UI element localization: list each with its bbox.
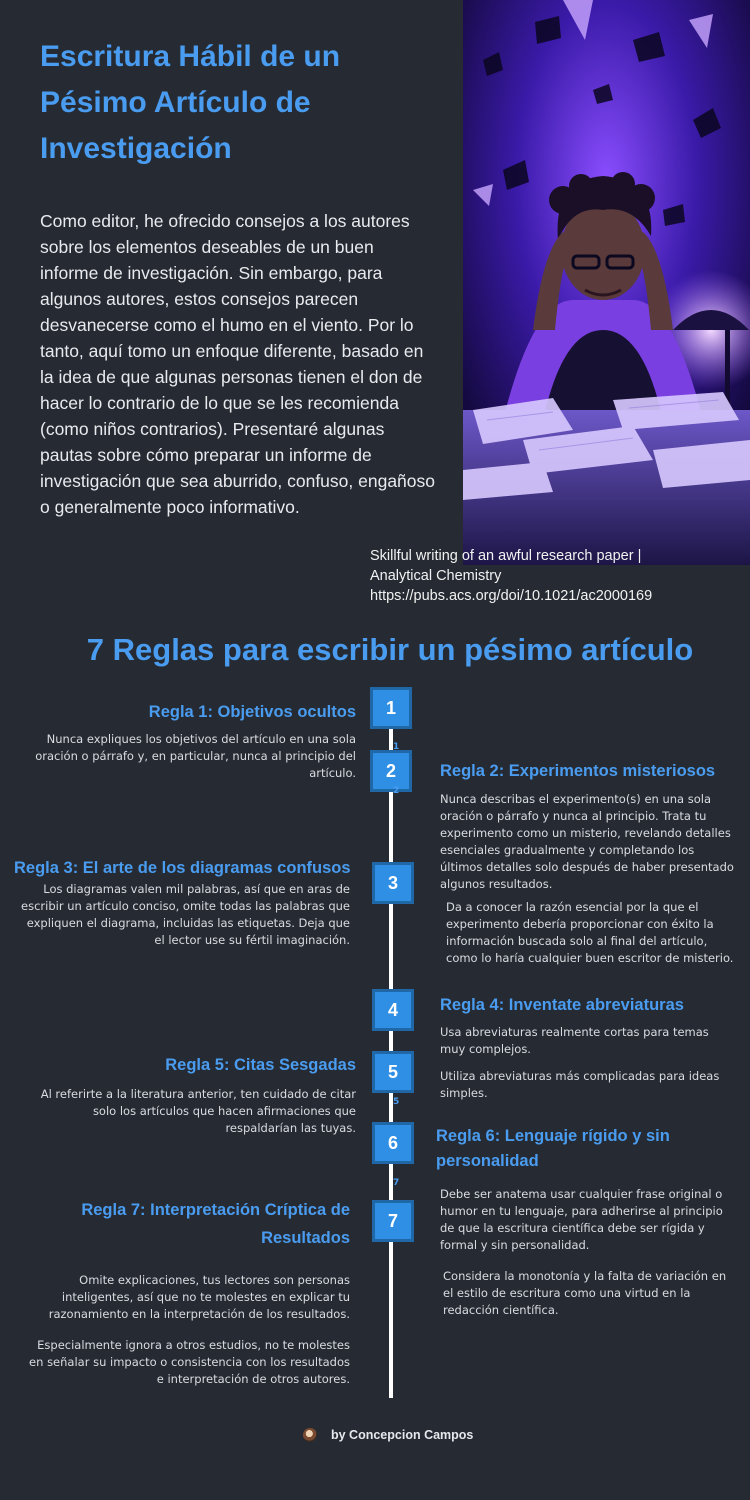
rule-2-text: Da a conocer la razón esencial por la que el experimento debería proporcionar con éxito la información buscada solo al final del artículo, como lo haría cualquier buen escritor de misterio. xyxy=(446,900,734,965)
intro-paragraph: Como editor, he ofrecido consejos a los autores sobre los elementos deseables de un buen informe de investigación. Sin embargo, para algunos autores, estos consejos parecen desvanecerse como el humo en el viento. Por lo tanto, aquí tomo un enfoque diferente, basado en la idea de que algunas personas tienen el don de hacer lo contrario de lo que se les recomienda (como niños contrarios). Presentaré algunas pautas sobre cómo preparar un informe de investigación que sea aburrido, confuso, engañoso o generalmente poco informativo. xyxy=(40,211,435,517)
rule-2 xyxy=(440,759,735,967)
rule-badge-2: 2 xyxy=(370,750,412,792)
rule-4 xyxy=(440,993,735,1102)
rule-1-text: Nunca expliques los objetivos del artículo en una sola oración o párrafo y, en particular, nunca al principio del artículo. xyxy=(35,732,356,780)
rule-badge-1: 1 xyxy=(370,687,412,729)
rule-badge-7: 7 xyxy=(372,1200,414,1242)
rule-3 xyxy=(14,856,350,949)
rule-badge-4: 4 xyxy=(372,989,414,1031)
rule-4-text: Utiliza abreviaturas más complicadas para ideas simples. xyxy=(440,1069,720,1100)
rule-5 xyxy=(20,1053,356,1137)
rule-1 xyxy=(20,700,356,782)
caption-line: Analytical Chemistry xyxy=(370,568,502,584)
stressed-writer-illustration xyxy=(463,0,750,565)
timeline-tick-1: 1 xyxy=(393,742,400,752)
rule-7 xyxy=(20,1196,350,1388)
rule-4-heading: Regla 4: Inventate abreviaturas xyxy=(440,996,684,1014)
source-caption xyxy=(370,546,740,606)
rule-6-text: Considera la monotonía y la falta de variación en el estilo de escritura como una virtud en la redacción científica. xyxy=(443,1269,727,1317)
rules-section-title: 7 Reglas para escribir un pésimo artículo xyxy=(86,632,694,667)
caption-line: Skillful writing of an awful research paper | xyxy=(370,548,642,564)
rule-7-text: Omite explicaciones, tus lectores son personas inteligentes, así que no te molestes en explicar tu razonamiento en la interpretación de los resultados. xyxy=(48,1273,350,1321)
caption-url: https://pubs.acs.org/doi/10.1021/ac2000169 xyxy=(370,588,653,604)
timeline-tick-5: 5 xyxy=(393,1097,400,1107)
rule-3-heading: Regla 3: El arte de los diagramas confusos xyxy=(14,859,351,877)
rule-3-text: Los diagramas valen mil palabras, así que en aras de escribir un artículo conciso, omite todas las palabras que expliquen el diagrama, incluidas las etiquetas. Deja que el lector use su fértil imaginación. xyxy=(21,882,350,947)
timeline-tick-7: 7 xyxy=(393,1178,400,1188)
rule-badge-5: 5 xyxy=(372,1051,414,1093)
rule-badge-6: 6 xyxy=(372,1122,414,1164)
rule-6-heading: Regla 6: Lenguaje rígido y sin personalidad xyxy=(436,1127,670,1170)
rule-2-heading: Regla 2: Experimentos misteriosos xyxy=(440,762,716,780)
avatar xyxy=(303,1428,317,1442)
rule-5-text: Al referirte a la literatura anterior, ten cuidado de citar solo los artículos que hacen afirmaciones que respaldarían las tuyas. xyxy=(40,1087,356,1135)
rule-7-text: Especialmente ignora a otros estudios, no te molestes en señalar su impacto o consistencia con los resultados e interpretación de otros autores. xyxy=(29,1338,350,1386)
rule-4-text: Usa abreviaturas realmente cortas para temas muy complejos. xyxy=(440,1025,709,1056)
rule-2-text: Nunca describas el experimento(s) en una sola oración o párrafo y nunca al principio. Trata tu experimento como un misterio, revelando detalles esenciales gradualmente y completando los últimos detalles solo después de haber presentado algunos resultados. xyxy=(440,792,734,891)
rule-badge-3: 3 xyxy=(372,862,414,904)
rule-5-heading: Regla 5: Citas Sesgadas xyxy=(165,1056,356,1074)
rule-1-heading: Regla 1: Objetivos ocultos xyxy=(148,703,356,721)
timeline-tick-2: 2 xyxy=(393,786,400,796)
hero-illustration xyxy=(463,0,750,565)
rule-6-text: Debe ser anatema usar cualquier frase original o humor en tu lenguaje, para adherirse al principio de que la escritura científica debe ser rígida y formal y sin personalidad. xyxy=(440,1187,723,1252)
rule-7-heading: Regla 7: Interpretación Críptica de Resultados xyxy=(81,1201,350,1247)
author-credit xyxy=(303,1425,473,1445)
page-title: Escritura Hábil de un Pésimo Artículo de Investigación xyxy=(40,40,341,165)
author-name: by Concepcion Campos xyxy=(331,1428,474,1442)
rule-6 xyxy=(436,1124,736,1319)
